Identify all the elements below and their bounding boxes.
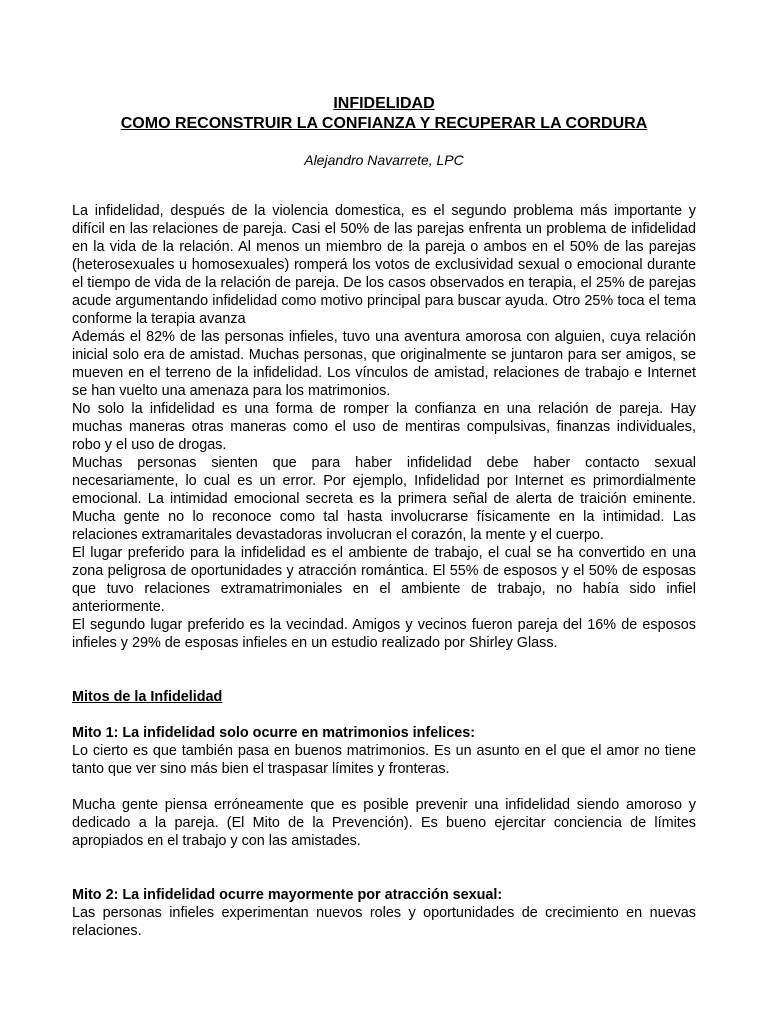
intro-paragraph: La infidelidad, después de la violencia domestica, es el segundo problema más importante y difícil en las relaciones de pareja. Casi el 50% de las parejas enfrenta un problema de infidelidad en la vida de la relación. Al menos un miembro de la pareja o ambos en el 50% de las parejas (heterosexuales u homosexuales) romperá los votos de exclusividad sexual o emocional durante el tiempo de vida de la relación de pareja. De los casos observados en terapia, el 25% de parejas acude argumentando infidelidad como motivo principal para buscar ayuda. Otro 25% toca el tema conforme la terapia avanza: [72, 203, 696, 327]
myth-1-heading: Mito 1: La infidelidad solo ocurre en matrimonios infelices:: [72, 725, 476, 741]
document-page: [72, 94, 696, 940]
document-title-line2: COMO RECONSTRUIR LA CONFIANZA Y RECUPERAR LA CORDURA: [120, 115, 648, 132]
intro-paragraph: Además el 82% de las personas infieles, tuvo una aventura amorosa con alguien, cuya relación inicial solo era de amistad. Muchas personas, que originalmente se juntaron para ser amigos, se mueven en el terreno de la infidelidad. Los vínculos de amistad, relaciones de trabajo e Internet se han vuelto una amenaza para los matrimonios.: [72, 329, 696, 399]
intro-section: [72, 202, 696, 652]
myth-2-heading: Mito 2: La infidelidad ocurre mayormente por atracción sexual:: [72, 887, 503, 903]
intro-paragraph: No solo la infidelidad es una forma de romper la confianza en una relación de pareja. Hay muchas maneras otras maneras como el uso de mentiras compulsivas, finanzas individuales, robo y el uso de drogas.: [72, 401, 696, 453]
myth-2-block: [72, 886, 696, 940]
myth-1-block: [72, 724, 696, 850]
myth-1-text: Lo cierto es que también pasa en buenos matrimonios. Es un asunto en el que el amor no tiene tanto que ver sino más bien el traspasar límites y fronteras.: [72, 743, 696, 777]
intro-paragraph: El lugar preferido para la infidelidad es el ambiente de trabajo, el cual se ha convertido en una zona peligrosa de oportunidades y atracción romántica. El 55% de esposos y el 50% de esposas que tuvo relaciones extramatrimoniales en el ambiente de trabajo, no había sido infiel anteriormente.: [72, 545, 696, 615]
intro-paragraph: El segundo lugar preferido es la vecindad. Amigos y vecinos fueron pareja del 16% de esposos infieles y 29% de esposas infieles en un estudio realizado por Shirley Glass.: [72, 617, 696, 651]
document-author: Alejandro Navarrete, LPC: [304, 152, 464, 168]
myth-2-text: Las personas infieles experimentan nuevos roles y oportunidades de crecimiento en nuevas relaciones.: [72, 905, 696, 939]
myths-section-heading: Mitos de la Infidelidad: [72, 689, 223, 705]
document-title-line1: INFIDELIDAD: [333, 95, 435, 112]
intro-paragraph: Muchas personas sienten que para haber infidelidad debe haber contacto sexual necesariamente, lo cual es un error. Por ejemplo, Infidelidad por Internet es primordialmente emocional. La intimidad emocional secreta es la primera señal de alerta de traición eminente. Mucha gente no lo reconoce como tal hasta involucrarse físicamente en la intimidad. Las relaciones extramaritales devastadoras involucran el corazón, la mente y el cuerpo.: [72, 455, 696, 543]
myth-1-text-2: Mucha gente piensa erróneamente que es posible prevenir una infidelidad siendo amoroso y dedicado a la pareja. (El Mito de la Prevención). Es bueno ejercitar conciencia de límites apropiados en el trabajo y con las amistades.: [72, 797, 696, 849]
